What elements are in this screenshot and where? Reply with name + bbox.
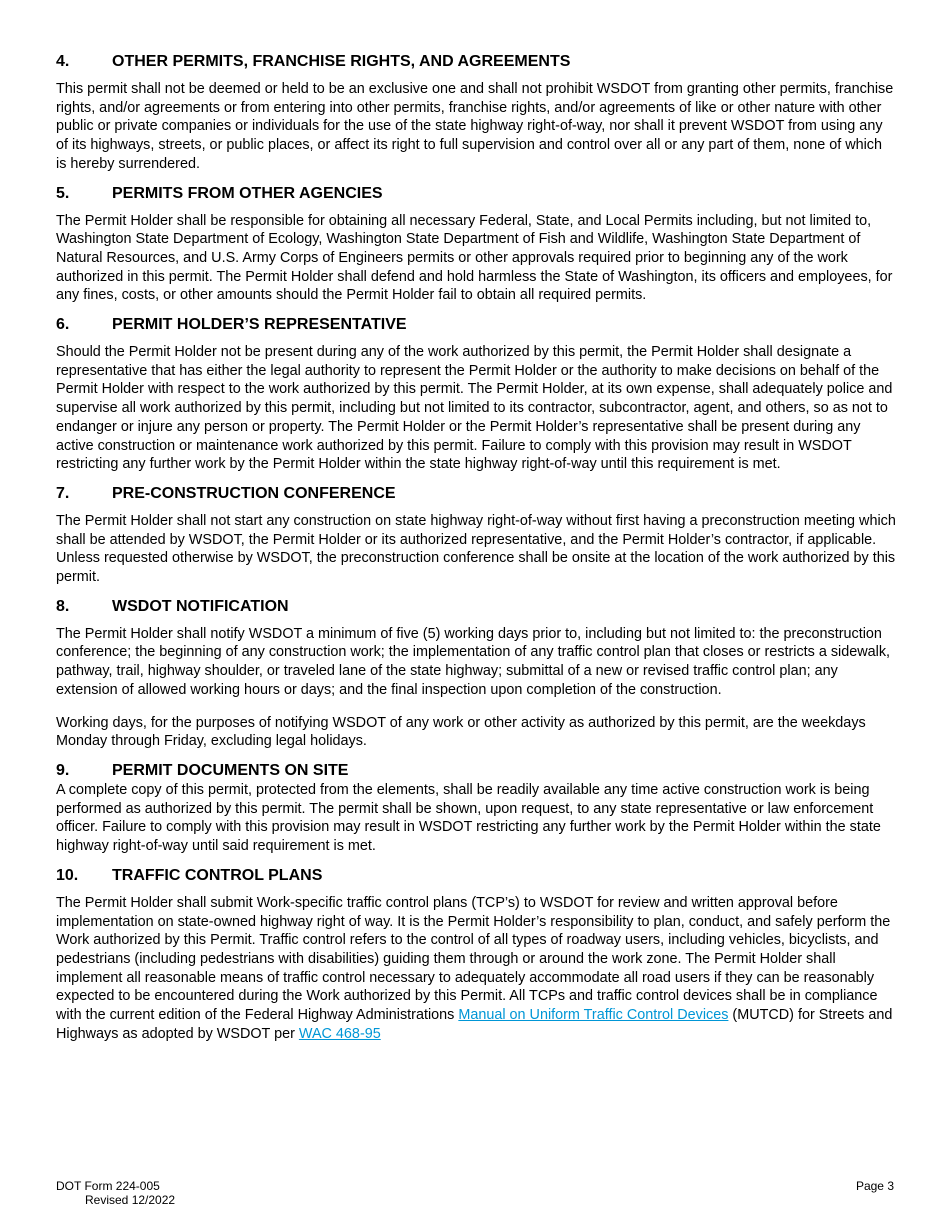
section-heading [56,184,896,204]
section-title: PERMITS FROM OTHER AGENCIES [112,184,383,202]
section-8 [56,597,896,751]
section-10 [56,866,896,1044]
section-title: PRE-CONSTRUCTION CONFERENCE [112,484,396,502]
section-paragraph: A complete copy of this permit, protected from the elements, shall be readily available any time active construction work is being performed as authorized by this permit. The permit shall be shown, upon request, to any state representative or law enforcement officer. Failure to comply with this provision may result in WSDOT restricting any further work by the Permit Holder within the state highway right-of-way until said requirement is met. [56,781,881,855]
section-4 [56,52,896,174]
section-number: 5. [56,184,70,202]
section-title: WSDOT NOTIFICATION [112,597,289,615]
revision-date: Revised 12/2022 [85,1193,176,1207]
section-number: 9. [56,761,70,779]
section-heading [56,484,896,504]
section-6 [56,315,896,474]
wac-link[interactable]: WAC 468-95 [298,1025,381,1042]
paragraph-text: The Permit Holder shall submit Work-specific traffic control plans (TCP’s) to WSDOT for review and written approval before implementation on state-owned highway right of way. It is the Permit Holder’s responsibility to plan, conduct, and safely perform the Work authorized by this Permit. Traffic control refers to the control of all types of roadway users, including vehicles, bicyclists, and pedestrians (including pedestrians with disabilities) guiding them through or around the work zone. The Permit Holder shall implement all reasonable means of traffic control necessary to adequately accommodate all road users if they can be reasonably expected to be encountered during the Work authorized by this Permit. All TCPs and traffic control devices shall be in compliance with the current edition of the Federal Highway Administrations [56,894,891,1024]
section-title: PERMIT DOCUMENTS ON SITE [112,761,349,779]
section-number: 4. [56,53,70,70]
section-paragraph [56,894,896,1044]
section-title: OTHER PERMITS, FRANCHISE RIGHTS, AND AGREEMENTS [112,53,571,70]
section-number: 7. [56,484,70,502]
section-9 [56,761,896,856]
section-title: TRAFFIC CONTROL PLANS [112,866,323,884]
section-paragraph: The Permit Holder shall be responsible for obtaining all necessary Federal, State, and Local Permits including, but not limited to, Washington State Department of Ecology, Washington State Department of Fish and Wildlife, Washington State Department of Natural Resources, and U.S. Army Corps of Engineers permits or other approvals required prior to beginning any of the work authorized in this permit. The Permit Holder shall defend and hold harmless the State of Washington, its officers and employees, for any fines, costs, or other amounts should the Permit Holder fail to obtain all required permits. [56,212,893,304]
section-7 [56,484,896,587]
section-heading [56,866,896,886]
section-heading [56,761,896,781]
section-heading [56,597,896,617]
section-paragraph: Should the Permit Holder not be present during any of the work authorized by this permit, the Permit Holder shall designate a representative that has either the legal authority to represent the Permit Holder or the authority to make decisions on behalf of the Permit Holder with respect to the work authorized by this permit. The Permit Holder, at its own expense, shall adequately police and supervise all work authorized by this permit, including but not limited to its contractor, subcontractor, agent, and others, so as not to endanger or injure any person or property. The Permit Holder or the Permit Holder’s representative shall be present during any active construction or maintenance work authorized by this permit. Failure to comply with this provision may result in WSDOT restricting any further work by the Permit Holder within the state highway right-of-way until this requirement is met. [56,344,893,473]
section-number: 10. [56,866,79,884]
footer-form-info [56,1179,175,1207]
section-paragraph: This permit shall not be deemed or held to be an exclusive one and shall not prohibit WSDOT from granting other permits, franchise rights, and/or agreements or from entering into other permits, franchise rights, and/or agreements of like or other nature with other public or private companies or individuals for the use of the state highway right-of-way, nor shall it prevent WSDOT from using any of its highways, streets, or public places, or affect its right to full supervision and control over all or any part of them, none of which is hereby surrendered. [56,81,894,172]
section-number: 6. [56,316,70,334]
mutcd-link[interactable]: Manual on Uniform Traffic Control Devices [458,1007,729,1024]
section-heading [56,315,896,335]
document-body [56,52,896,1053]
form-number: DOT Form 224-005 [56,1179,160,1193]
section-number: 8. [56,597,70,615]
paragraph-text: (MUTCD) for Streets and Highways as adopted by WSDOT per [56,1007,893,1042]
section-paragraph: Working days, for the purposes of notifying WSDOT of any work or other activity as authorized by this permit, are the weekdays Monday through Friday, excluding legal holidays. [56,714,866,750]
section-heading [56,52,896,72]
section-5 [56,184,896,306]
page-number: Page 3 [855,1179,894,1193]
section-title: PERMIT HOLDER’S REPRESENTATIVE [112,316,407,334]
section-paragraph: The Permit Holder shall not start any construction on state highway right-of-way without first having a preconstruction meeting which shall be attended by WSDOT, the Permit Holder or its authorized representative, and the Permit Holder’s contractor, if applicable. Unless requested otherwise by WSDOT, the preconstruction conference shall be onsite at the location of the work authorized by this permit. [56,512,896,586]
section-paragraph: The Permit Holder shall notify WSDOT a minimum of five (5) working days prior to, including but not limited to: the preconstruction conference; the beginning of any construction work; the implementation of any traffic control plan that closes or restricts a sidewalk, pathway, trail, highway shoulder, or traveled lane of the state highway; submittal of a new or revised traffic control plan; any extension of allowed working hours or days; and the final inspection upon completion of the construction. [56,625,891,698]
